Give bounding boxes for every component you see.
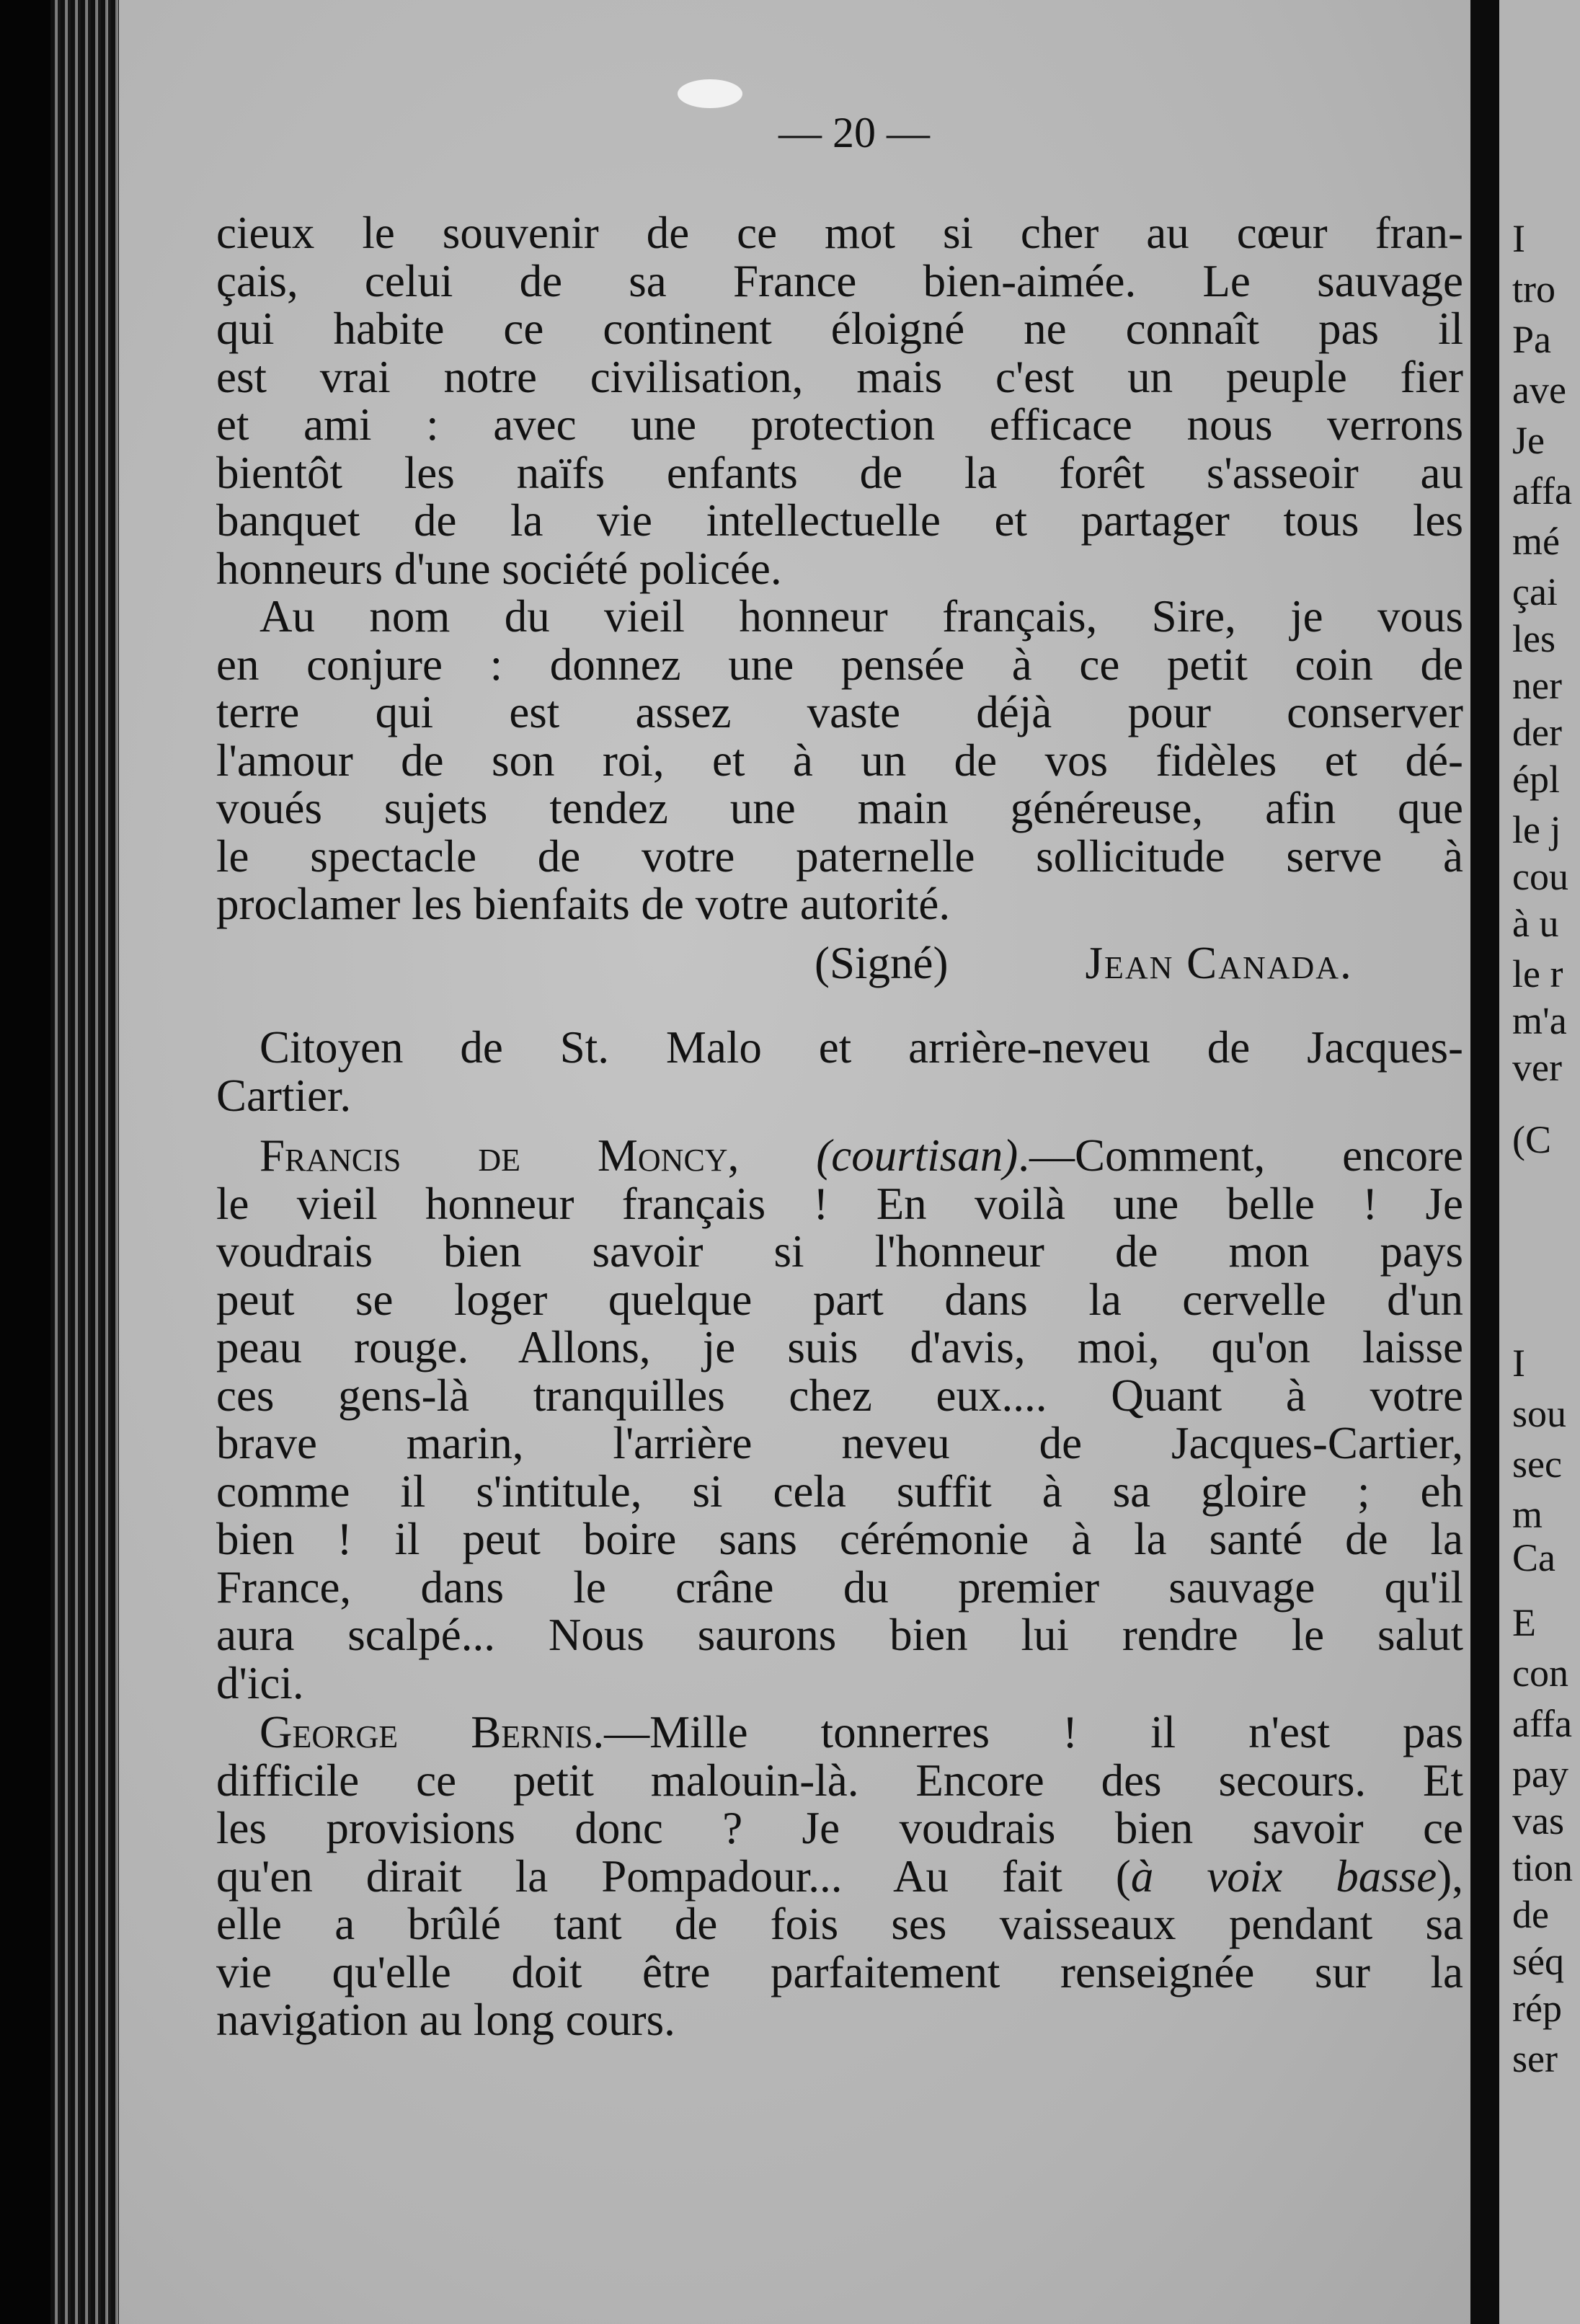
text-line: bien ! il peut boire sans cérémonie à la santé de la	[216, 1514, 1463, 1564]
facing-page-text-fragment: der	[1512, 711, 1562, 754]
text-fragment: ),	[1437, 1850, 1463, 1902]
facing-page-text-fragment: ner	[1512, 664, 1562, 707]
text-line: difficile ce petit malouin-là. Encore des secours. Et	[216, 1755, 1463, 1806]
text-line: bientôt les naïfs enfants de la forêt s'asseoir au	[216, 447, 1463, 498]
facing-page-text-fragment: con	[1512, 1651, 1568, 1695]
text-line: çais, celui de sa France bien-aimée. Le sauvage	[216, 255, 1463, 306]
text-line: l'amour de son roi, et à un de vos fidèles et dé-	[216, 735, 1463, 786]
text-line: brave marin, l'arrière neveu de Jacques-Cartier,	[216, 1418, 1463, 1468]
text-line: peut se loger quelque part dans la cervelle d'un	[216, 1274, 1463, 1325]
text-fragment: —Mille tonnerres ! il n'est pas	[604, 1707, 1463, 1757]
paragraph-5	[216, 1708, 1463, 2044]
text-line: Au nom du vieil honneur français, Sire, je vous	[259, 591, 1463, 642]
facing-page-text-fragment: ser	[1512, 2037, 1558, 2080]
facing-page-text-fragment: affa	[1512, 1702, 1572, 1745]
paragraph-3	[216, 1024, 1463, 1119]
text-line: est vrai notre civilisation, mais c'est un peuple fier	[216, 351, 1463, 402]
facing-page-text-fragment: vas	[1512, 1799, 1564, 1842]
text-fragment: .—Comment, encore	[1018, 1130, 1463, 1181]
book-gutter	[1470, 0, 1499, 2324]
facing-page-fragment	[1499, 0, 1580, 2324]
facing-page-text-fragment: çai	[1512, 570, 1558, 613]
stage-direction: à voix basse	[1130, 1850, 1437, 1902]
text-line: en conjure : donnez une pensée à ce petit coin de	[216, 639, 1463, 690]
signed-label: (Signé)	[815, 938, 949, 988]
facing-page-text-fragment: affa	[1512, 469, 1572, 513]
paragraph-1	[216, 209, 1463, 593]
paragraph-2	[216, 593, 1463, 928]
text-line: banquet de la vie intellectuelle et partager tous les	[216, 495, 1463, 546]
facing-page-text-fragment: tro	[1512, 267, 1555, 311]
speaker-role: (courtisan)	[816, 1130, 1018, 1181]
facing-page-text-fragment: sou	[1512, 1392, 1567, 1435]
facing-page-text-fragment: le r	[1512, 952, 1563, 995]
facing-page-text-fragment: sec	[1512, 1442, 1562, 1486]
text-line: le spectacle de votre paternelle sollicitude serve à	[216, 830, 1463, 882]
facing-page-text-fragment: de	[1512, 1893, 1549, 1936]
text-line: comme il s'intitule, si cela suffit à sa gloire ; eh	[216, 1465, 1463, 1517]
text-line: Citoyen de St. Malo et arrière-neveu de Jacques-	[259, 1022, 1463, 1073]
speaker-name: Francis de Moncy,	[259, 1130, 740, 1181]
facing-page-text-fragment: Ca	[1512, 1536, 1555, 1579]
text-line: elle a brûlé tant de fois ses vaisseaux pendant sa	[216, 1899, 1463, 1949]
text-line: d'ici.	[216, 1657, 304, 1708]
text-line: le vieil honneur français ! En voilà une belle ! Je	[216, 1178, 1463, 1229]
text-line: et ami : avec une protection efficace nous verrons	[216, 399, 1463, 450]
facing-page-text-fragment: cou	[1512, 855, 1568, 898]
facing-page-text-fragment: ave	[1512, 368, 1566, 412]
text-line: aura scalpé... Nous saurons bien lui rendre le salut	[216, 1610, 1463, 1660]
facing-page-text-fragment: épl	[1512, 758, 1560, 801]
facing-page-text-fragment: à u	[1512, 902, 1559, 945]
facing-page-text-fragment: m	[1512, 1493, 1543, 1536]
paragraph-4	[216, 1132, 1463, 1707]
text-line: peau rouge. Allons, je suis d'avis, moi, qu'on laisse	[216, 1322, 1463, 1372]
speaker-name: George Bernis.	[259, 1707, 605, 1757]
text-line	[216, 1132, 1463, 1180]
ink-smudge	[678, 79, 742, 108]
text-line: ces gens-là tranquilles chez eux.... Quant à votre	[216, 1370, 1463, 1421]
facing-page-text-fragment: le j	[1512, 808, 1561, 851]
text-line: voudrais bien savoir si l'honneur de mon pays	[216, 1226, 1463, 1277]
page-number: — 20 —	[778, 109, 930, 156]
facing-page-text-fragment: m'a	[1512, 999, 1567, 1042]
facing-page-text-fragment: Pa	[1512, 318, 1551, 361]
book-page-edges	[50, 0, 119, 2324]
facing-page-text-fragment: séq	[1512, 1940, 1564, 1983]
text-line: honneurs d'une société policée.	[216, 543, 782, 594]
text-line: terre qui est assez vaste déjà pour conserver	[216, 687, 1463, 737]
text-line: cieux le souvenir de ce mot si cher au cœur fran-	[216, 208, 1463, 258]
facing-page-text-fragment: Je	[1512, 419, 1545, 462]
facing-page-text-fragment: rép	[1512, 1987, 1562, 2030]
facing-page-text-fragment: E	[1512, 1601, 1536, 1644]
facing-page-text-fragment: tion	[1512, 1846, 1574, 1889]
text-line: France, dans le crâne du premier sauvage qu'il	[216, 1561, 1463, 1613]
facing-page-text-fragment: (C	[1512, 1118, 1551, 1161]
facing-page-text-fragment: ver	[1512, 1046, 1562, 1089]
text-line: qui habite ce continent éloigné ne connaît pas il	[216, 303, 1463, 354]
text-line: proclamer les bienfaits de votre autorité.	[216, 879, 951, 929]
text-line: voués sujets tendez une main généreuse, afin que	[216, 783, 1463, 833]
signature-line	[815, 937, 1353, 990]
text-line: Cartier.	[216, 1070, 352, 1121]
signature-name: Jean Canada.	[1085, 938, 1353, 988]
text-line	[216, 1850, 1463, 1902]
facing-page-text-fragment: mé	[1512, 520, 1560, 563]
facing-page-text-fragment: les	[1512, 617, 1555, 660]
text-line: vie qu'elle doit être parfaitement renseignée sur la	[216, 1946, 1463, 1997]
facing-page-text-fragment: pay	[1512, 1752, 1568, 1796]
text-line: les provisions donc ? Je voudrais bien savoir ce	[216, 1803, 1463, 1853]
facing-page-text-fragment: I	[1512, 1341, 1525, 1385]
text-fragment: qu'en dirait la Pompadour... Au fait (	[216, 1850, 1131, 1902]
text-line: navigation au long cours.	[216, 1995, 675, 2045]
facing-page-text-fragment: I	[1512, 217, 1525, 260]
text-line	[216, 1708, 1463, 1757]
